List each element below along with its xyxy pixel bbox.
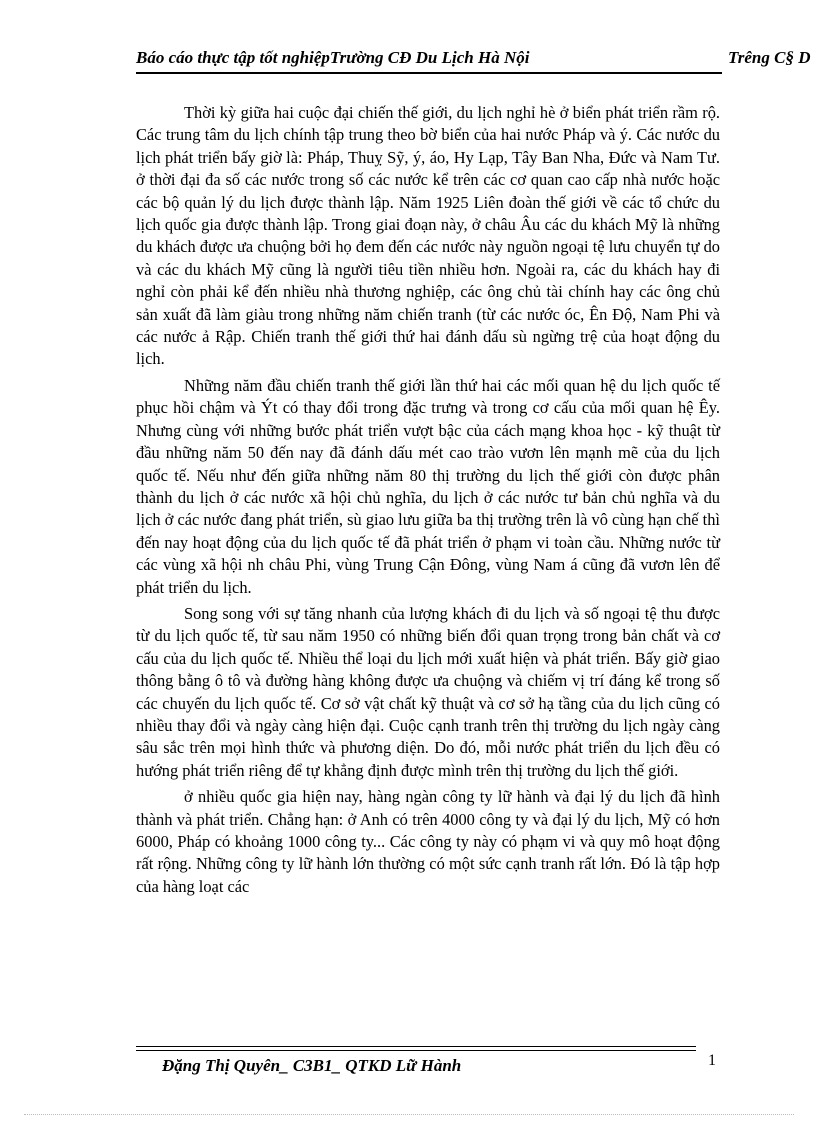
page-header xyxy=(136,48,816,78)
page-number: 1 xyxy=(708,1052,716,1069)
document-body xyxy=(136,102,720,902)
paragraph-3: Song song với sự tăng nhanh của lượng khách đi du lịch và số ngoại tệ thu được từ du lịch quốc tế, từ sau năm 1950 có những biến đổi quan trọng trong bản chất và cơ cấu của du lịch quốc tế. Nhiều thể loại du lịch mới xuất hiện và phát triển. Bấy giờ giao thông bằng ô tô và đường hàng không được ưa chuộng và chiếm vị trí đáng kể trong số các chuyến du lịch quốc tế. Cơ sở vật chất kỹ thuật và cơ sở hạ tầng của du lịch cũng có nhiều thay đổi và ngày càng hiện đại. Cuộc cạnh tranh trên thị trường du lịch ngày càng sâu sắc trên mọi hình thức và phương diện. Do đó, mỗi nước phát triển du lịch đều có hướng phát triển riêng để tự khẳng định được mình trên thị trường du lịch thế giới. xyxy=(136,603,720,780)
paragraph-1: Thời kỳ giữa hai cuộc đại chiến thế giới, du lịch nghỉ hè ở biển phát triển rầm rộ. Các trung tâm du lịch chính tập trung theo bờ biển của hai nước Pháp và ý. Các nước du lịch phát triển bấy giờ là: Pháp, Thuỵ Sỹ, ý, áo, Hy Lạp, Tây Ban Nha, Đức và Nam Tư. ở thời đại đa số các nước trong số các nước kể trên các cơ quan cao cấp nhà nước hoặc các bộ quản lý du lịch được thành lập. Năm 1925 Liên đoàn thế giới về các tổ chức du lịch quốc gia được thành lập. Trong giai đoạn này, ở châu Âu các du khách Mỹ là những du khách được ưa chuộng bởi họ đem đến các nước này nguồn ngoại tệ lưu chuyển tự do và các du khách Mỹ cũng là người tiêu tiền nhiều hơn. Ngoài ra, các du khách hay đi nghỉ còn phải kể đến nhiều nhà thương nghiệp, các ông chủ tài chính hay các ông chủ sản xuất đã làm giàu trong những năm chiến tranh (từ các nước óc, Ên Độ, Nam Phi và các nước ả Rập. Chiến tranh thế giới thứ hai đánh dấu sù ngừng trệ của hoạt động du lịch. xyxy=(136,103,720,369)
header-rule xyxy=(136,72,722,74)
footer-author: Đặng Thị Quyên_ C3B1_ QTKD Lữ Hành xyxy=(162,1056,462,1075)
paragraph-4: ở nhiều quốc gia hiện nay, hàng ngàn công ty lữ hành và đại lý du lịch đã hình thành và phát triển. Chẳng hạn: ở Anh có trên 4000 công ty và đại lý du lịch, Mỹ có hơn 6000, Pháp có khoảng 1000 công ty... Các công ty này có phạm vi và quy mô hoạt động rất rộng. Những công ty lữ hành lớn thường có một sức cạnh tranh rất lớn. Đó là tập hợp của hàng loạt các xyxy=(136,787,720,896)
header-right-text: Trêng C§ D xyxy=(728,48,811,67)
footer-rule xyxy=(136,1046,696,1051)
paragraph-2: Những năm đầu chiến tranh thế giới lần thứ hai các mối quan hệ du lịch quốc tế phục hồi chậm và Ýt có thay đổi trong đặc trưng và trong cơ cấu của mối quan hệ Êy. Nhưng cùng với những bước phát triển vượt bậc của cách mạng khoa học - kỹ thuật từ đầu những năm 50 đến nay đã đánh dấu mét cao trào vươn lên mạnh mẽ của du lịch quốc tế. Nếu như đến giữa những năm 80 thị trường du lịch thế giới còn được phân thành du lịch ở các nước xã hội chủ nghĩa, du lịch ở các nước tư bản chủ nghĩa và du lịch ở các nước đang phát triển, sù giao lưu giữa ba thị trường trên là vô cùng hạn chế thì đến nay hoạt động của du lịch quốc tế đã phát triển ở phạm vi toàn cầu. Những nước từ các vùng xã hội nh châu Phi, vùng Trung Cận Đông, vùng Nam á cũng đã vươn lên để phát triển du lịch. xyxy=(136,375,720,597)
page-edge-divider xyxy=(24,1114,794,1115)
header-title: Báo cáo thực tập tốt nghiệpTrường CĐ Du Lịch Hà Nội xyxy=(136,48,530,67)
